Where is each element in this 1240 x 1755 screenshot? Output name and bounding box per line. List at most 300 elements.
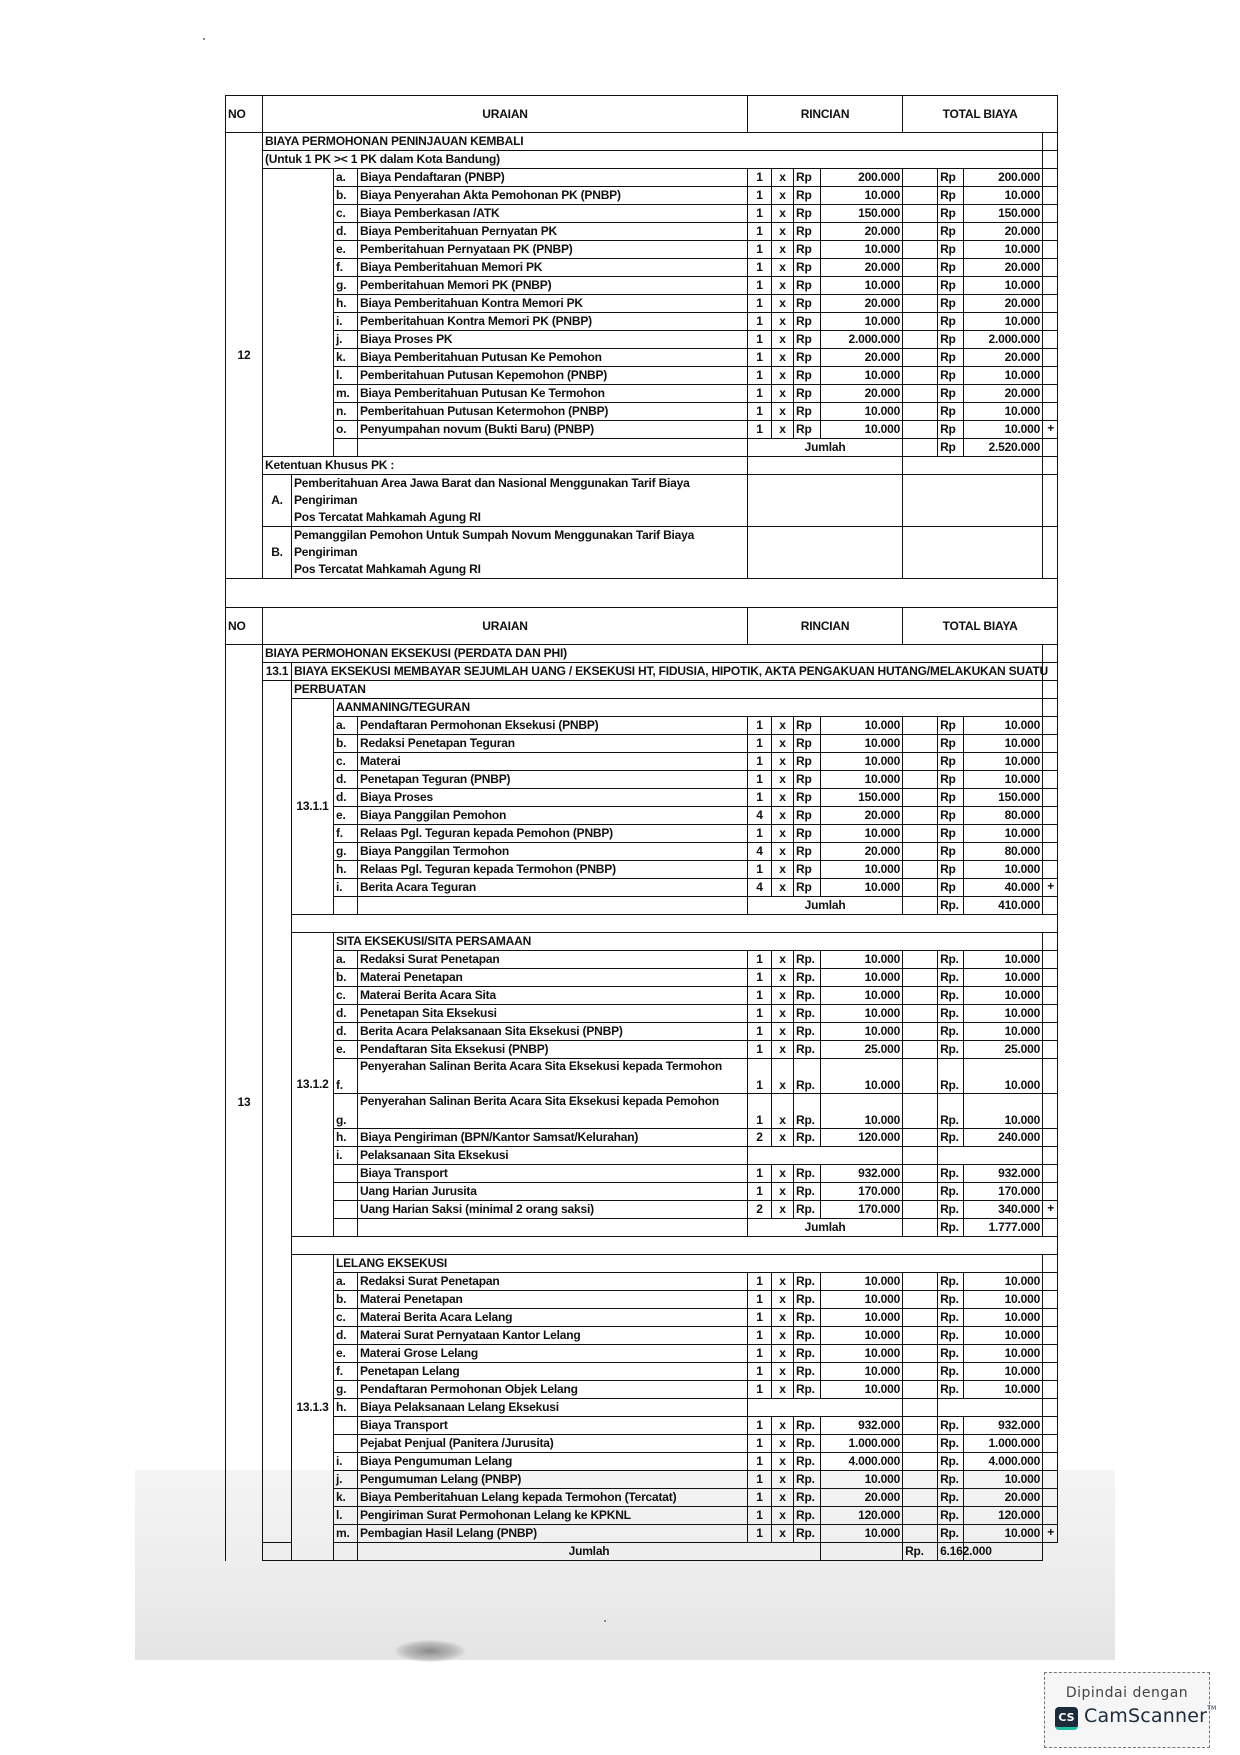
jumlah-currency: Rp. xyxy=(938,1219,964,1237)
total-amount: 170.000 xyxy=(964,1183,1043,1201)
gap-cell xyxy=(903,205,938,223)
jumlah-row xyxy=(226,1219,1058,1237)
edge-cell xyxy=(1043,1327,1058,1345)
total-currency: Rp. xyxy=(938,1471,964,1489)
gap-cell xyxy=(903,735,938,753)
currency: Rp xyxy=(794,807,821,825)
currency: Rp xyxy=(794,349,821,367)
table-row xyxy=(226,1489,1058,1507)
multiply-sign: x xyxy=(772,1023,794,1041)
group-number: 13.1.2 xyxy=(292,933,334,1237)
item-letter xyxy=(334,1165,358,1183)
qty: 1 xyxy=(748,825,772,843)
gap-cell xyxy=(903,1381,938,1399)
total-currency: Rp. xyxy=(938,1291,964,1309)
gap-cell xyxy=(903,187,938,205)
multiply-sign: x xyxy=(772,843,794,861)
table-row xyxy=(226,987,1058,1005)
section-title: BIAYA PERMOHONAN PENINJAUAN KEMBALI xyxy=(263,133,1043,151)
edge-cell xyxy=(1043,735,1058,753)
qty: 1 xyxy=(748,1363,772,1381)
jumlah-label: Jumlah xyxy=(748,1219,903,1237)
gap-cell xyxy=(903,807,938,825)
blank-cell xyxy=(358,897,748,915)
currency: Rp xyxy=(794,331,821,349)
item-description: Pelaksanaan Sita Eksekusi xyxy=(358,1147,748,1165)
multiply-sign: x xyxy=(772,735,794,753)
table-row xyxy=(226,421,1058,439)
ketentuan-line: Pos Tercatat Mahkamah Agung RI xyxy=(294,562,481,576)
qty: 1 xyxy=(748,1041,772,1059)
ketentuan-letter: A. xyxy=(263,475,292,527)
group-title: LELANG EKSEKUSI xyxy=(334,1255,1043,1273)
edge-cell xyxy=(1043,1363,1058,1381)
jumlah-total: 1.777.000 xyxy=(964,1219,1043,1237)
qty: 1 xyxy=(748,367,772,385)
item-letter: h. xyxy=(334,861,358,879)
qty: 1 xyxy=(748,1165,772,1183)
unit-amount: 20.000 xyxy=(821,385,903,403)
total-amount: 10.000 xyxy=(964,1471,1043,1489)
jumlah-currency: Rp xyxy=(938,439,964,457)
edge-cell xyxy=(1043,1041,1058,1059)
qty: 1 xyxy=(748,1273,772,1291)
edge-cell xyxy=(1043,259,1058,277)
qty: 1 xyxy=(748,421,772,439)
item-description: Uang Harian Saksi (minimal 2 orang saksi) xyxy=(358,1201,748,1219)
table-row xyxy=(226,1291,1058,1309)
total-currency: Rp. xyxy=(938,1435,964,1453)
multiply-sign: x xyxy=(772,1525,794,1543)
unit-amount: 10.000 xyxy=(821,861,903,879)
total-currency: Rp xyxy=(938,169,964,187)
table-row xyxy=(226,861,1058,879)
total-amount: 80.000 xyxy=(964,843,1043,861)
table-row xyxy=(226,1453,1058,1471)
gap-cell xyxy=(903,1309,938,1327)
item-description: Pemberitahuan Putusan Ketermohon (PNBP) xyxy=(358,403,748,421)
multiply-sign: x xyxy=(772,187,794,205)
unit-amount: 4.000.000 xyxy=(821,1453,903,1471)
total-amount: 10.000 xyxy=(964,825,1043,843)
total-currency: Rp xyxy=(938,313,964,331)
jumlah-row xyxy=(226,1543,1058,1561)
edge-cell xyxy=(1043,403,1058,421)
item-letter: e. xyxy=(334,1345,358,1363)
unit-amount: 10.000 xyxy=(821,825,903,843)
table-row xyxy=(226,205,1058,223)
unit-amount: 932.000 xyxy=(821,1165,903,1183)
edge-cell xyxy=(1043,771,1058,789)
table-row xyxy=(226,1525,1058,1543)
rincian-blank xyxy=(748,527,903,579)
total-currency: Rp. xyxy=(938,1183,964,1201)
gap-cell xyxy=(903,1129,938,1147)
unit-amount: 20.000 xyxy=(821,259,903,277)
unit-amount: 2.000.000 xyxy=(821,331,903,349)
unit-amount: 10.000 xyxy=(821,1381,903,1399)
scan-speck xyxy=(604,1620,606,1622)
item-letter: m. xyxy=(334,385,358,403)
total-currency: Rp xyxy=(938,717,964,735)
item-letter: f. xyxy=(334,825,358,843)
edge-cell xyxy=(1043,1273,1058,1291)
gap-cell xyxy=(903,717,938,735)
edge-cell xyxy=(1043,1129,1058,1147)
table-row xyxy=(226,1327,1058,1345)
qty: 1 xyxy=(748,1023,772,1041)
total-currency: Rp xyxy=(938,421,964,439)
gap-cell xyxy=(903,1507,938,1525)
item-description: Pengiriman Surat Permohonan Lelang ke KPKNL xyxy=(358,1507,748,1525)
jumlah-label: Jumlah xyxy=(748,897,903,915)
section-spacer xyxy=(226,579,1058,608)
ketentuan-title-row xyxy=(226,457,1058,475)
rincian-blank xyxy=(748,1147,903,1165)
item-letter: i. xyxy=(334,313,358,331)
currency: Rp xyxy=(794,753,821,771)
total-currency: Rp. xyxy=(938,969,964,987)
item-letter xyxy=(334,1183,358,1201)
multiply-sign: x xyxy=(772,1507,794,1525)
qty: 1 xyxy=(748,1005,772,1023)
total-currency: Rp. xyxy=(938,1094,964,1129)
total-currency: Rp xyxy=(938,403,964,421)
unit-amount: 20.000 xyxy=(821,843,903,861)
currency: Rp. xyxy=(794,1183,821,1201)
item-description: Penyerahan Salinan Berita Acara Sita Eksekusi kepada Pemohon xyxy=(358,1094,748,1129)
item-letter: c. xyxy=(334,1309,358,1327)
total-amount: 10.000 xyxy=(964,987,1043,1005)
qty: 1 xyxy=(748,1291,772,1309)
total-amount: 10.000 xyxy=(964,1273,1043,1291)
total-amount: 10.000 xyxy=(964,735,1043,753)
multiply-sign: x xyxy=(772,771,794,789)
edge-cell xyxy=(1043,349,1058,367)
qty: 1 xyxy=(748,205,772,223)
edge-cell xyxy=(1043,313,1058,331)
multiply-sign: x xyxy=(772,367,794,385)
total-amount: 10.000 xyxy=(964,1363,1043,1381)
gap-cell xyxy=(903,385,938,403)
total-currency: Rp. xyxy=(938,1363,964,1381)
gap-cell xyxy=(903,349,938,367)
currency: Rp. xyxy=(794,1363,821,1381)
currency: Rp. xyxy=(794,1417,821,1435)
gap-cell xyxy=(903,825,938,843)
unit-amount: 20.000 xyxy=(821,1489,903,1507)
edge-cell xyxy=(1043,1309,1058,1327)
multiply-sign: x xyxy=(772,1453,794,1471)
currency: Rp. xyxy=(794,1129,821,1147)
table-row xyxy=(226,331,1058,349)
gap-cell xyxy=(903,1435,938,1453)
gap-cell xyxy=(903,987,938,1005)
currency: Rp xyxy=(794,313,821,331)
qty: 1 xyxy=(748,169,772,187)
multiply-sign: x xyxy=(772,313,794,331)
total-amount: 10.000 + xyxy=(964,1525,1043,1543)
edge-cell xyxy=(1043,1219,1058,1237)
edge-cell xyxy=(1043,1435,1058,1453)
currency: Rp xyxy=(794,223,821,241)
item-letter: a. xyxy=(334,1273,358,1291)
item-description: Pejabat Penjual (Panitera /Jurusita) xyxy=(358,1435,748,1453)
item-description: Biaya Proses PK xyxy=(358,331,748,349)
multiply-sign: x xyxy=(772,1165,794,1183)
item-letter: e. xyxy=(334,1041,358,1059)
edge-cell xyxy=(1043,277,1058,295)
edge-cell xyxy=(1043,897,1058,915)
multiply-sign: x xyxy=(772,1327,794,1345)
edge-cell xyxy=(1043,1417,1058,1435)
total-currency: Rp. xyxy=(938,1489,964,1507)
edge-cell xyxy=(1043,825,1058,843)
item-letter: d. xyxy=(334,771,358,789)
total-currency: Rp. xyxy=(938,1041,964,1059)
edge-cell xyxy=(1043,527,1058,579)
total-currency: Rp xyxy=(938,789,964,807)
gap-cell xyxy=(903,1023,938,1041)
jumlah-currency: Rp. xyxy=(903,1543,938,1561)
header-uraian: URAIAN xyxy=(263,608,748,645)
edge-cell xyxy=(1043,205,1058,223)
item-description: Biaya Pemberkasan /ATK xyxy=(358,205,748,223)
qty: 1 xyxy=(748,1381,772,1399)
total-currency: Rp xyxy=(938,861,964,879)
multiply-sign: x xyxy=(772,349,794,367)
edge-cell xyxy=(1043,1345,1058,1363)
jumlah-total: 6.162.000 xyxy=(938,1543,964,1561)
total-amount: 10.000 xyxy=(964,1023,1043,1041)
total-amount: 20.000 xyxy=(964,1489,1043,1507)
item-letter: g. xyxy=(334,1381,358,1399)
currency: Rp. xyxy=(794,1273,821,1291)
item-letter: b. xyxy=(334,735,358,753)
qty: 1 xyxy=(748,295,772,313)
total-amount: 10.000 xyxy=(964,1059,1043,1094)
jumlah-row xyxy=(226,897,1058,915)
total-currency: Rp xyxy=(938,879,964,897)
edge-cell xyxy=(1043,1381,1058,1399)
currency: Rp xyxy=(794,169,821,187)
edge-cell xyxy=(1043,843,1058,861)
ketentuan-row xyxy=(226,527,1058,579)
table-header-row xyxy=(226,608,1058,645)
edge-cell xyxy=(1043,241,1058,259)
currency: Rp xyxy=(794,385,821,403)
multiply-sign: x xyxy=(772,717,794,735)
blank-cell xyxy=(334,897,358,915)
qty: 1 xyxy=(748,717,772,735)
unit-amount: 10.000 xyxy=(821,735,903,753)
item-description: Biaya Proses xyxy=(358,789,748,807)
unit-amount: 10.000 xyxy=(821,1471,903,1489)
table-row xyxy=(226,1399,1058,1417)
table-row xyxy=(226,753,1058,771)
unit-amount: 10.000 xyxy=(821,969,903,987)
item-description: Pemberitahuan Memori PK (PNBP) xyxy=(358,277,748,295)
multiply-sign: x xyxy=(772,1345,794,1363)
unit-amount: 10.000 xyxy=(821,403,903,421)
currency: Rp. xyxy=(794,1291,821,1309)
gap-cell xyxy=(903,1525,938,1543)
gap-cell xyxy=(903,1273,938,1291)
currency: Rp xyxy=(794,771,821,789)
item-description: Biaya Pengiriman (BPN/Kantor Samsat/Kelurahan) xyxy=(358,1129,748,1147)
unit-amount: 200.000 xyxy=(821,169,903,187)
table-row xyxy=(226,1507,1058,1525)
edge-cell xyxy=(1043,1059,1058,1094)
item-letter: l. xyxy=(334,1507,358,1525)
item-letter: h. xyxy=(334,295,358,313)
header-no: NO xyxy=(226,608,263,645)
item-letter: c. xyxy=(334,987,358,1005)
total-amount: 10.000 xyxy=(964,1291,1043,1309)
table-row xyxy=(226,735,1058,753)
total-currency: Rp. xyxy=(938,1059,964,1094)
total-amount: 10.000 xyxy=(964,313,1043,331)
jumlah-total: 2.520.000 xyxy=(964,439,1043,457)
total-amount: 10.000 xyxy=(964,1309,1043,1327)
section-number: 12 xyxy=(226,133,263,579)
currency: Rp. xyxy=(794,987,821,1005)
item-description: Berita Acara Pelaksanaan Sita Eksekusi (PNBP) xyxy=(358,1023,748,1041)
currency: Rp. xyxy=(794,1059,821,1094)
item-description: Materai Penetapan xyxy=(358,969,748,987)
item-letter: d. xyxy=(334,1327,358,1345)
scan-smudge xyxy=(395,1640,465,1662)
jumlah-label: Jumlah xyxy=(748,439,903,457)
total-currency: Rp. xyxy=(938,1201,964,1219)
edge-cell xyxy=(1043,133,1058,151)
table-row xyxy=(226,349,1058,367)
currency: Rp xyxy=(794,403,821,421)
qty: 1 xyxy=(748,403,772,421)
item-description: Penyumpahan novum (Bukti Baru) (PNBP) xyxy=(358,421,748,439)
multiply-sign: x xyxy=(772,987,794,1005)
table-row xyxy=(226,789,1058,807)
multiply-sign: x xyxy=(772,277,794,295)
total-blank xyxy=(938,1147,1043,1165)
item-description: Redaksi Surat Penetapan xyxy=(358,951,748,969)
total-currency: Rp. xyxy=(938,1005,964,1023)
total-currency: Rp. xyxy=(938,1129,964,1147)
total-currency: Rp. xyxy=(938,1165,964,1183)
total-currency: Rp xyxy=(938,843,964,861)
total-currency: Rp. xyxy=(938,951,964,969)
table-row xyxy=(226,1273,1058,1291)
section-subtitle: (Untuk 1 PK >< 1 PK dalam Kota Bandung) xyxy=(263,151,1043,169)
table-row xyxy=(226,1435,1058,1453)
multiply-sign: x xyxy=(772,1381,794,1399)
total-amount: 10.000 xyxy=(964,861,1043,879)
gap-cell xyxy=(903,295,938,313)
gap-cell xyxy=(903,169,938,187)
item-letter: d. xyxy=(334,789,358,807)
item-description: Materai Berita Acara Lelang xyxy=(358,1309,748,1327)
qty: 1 xyxy=(748,331,772,349)
table-row xyxy=(226,717,1058,735)
multiply-sign: x xyxy=(772,1417,794,1435)
edge-cell xyxy=(1043,439,1058,457)
multiply-sign: x xyxy=(772,1094,794,1129)
blank-cell xyxy=(358,439,748,457)
gap-cell xyxy=(903,313,938,331)
item-letter: c. xyxy=(334,205,358,223)
unit-amount: 1.000.000 xyxy=(821,1435,903,1453)
unit-amount: 170.000 xyxy=(821,1201,903,1219)
item-description: Relaas Pgl. Teguran kepada Termohon (PNBP) xyxy=(358,861,748,879)
ketentuan-letter: B. xyxy=(263,527,292,579)
item-letter xyxy=(334,1417,358,1435)
table-row xyxy=(226,1023,1058,1041)
total-amount: 10.000 xyxy=(964,277,1043,295)
table-row xyxy=(226,1005,1058,1023)
item-description: Berita Acara Teguran xyxy=(358,879,748,897)
gap-cell xyxy=(903,1147,938,1165)
item-letter: g. xyxy=(334,1094,358,1129)
multiply-sign: x xyxy=(772,807,794,825)
total-amount: 10.000 xyxy=(964,717,1043,735)
table-row xyxy=(226,951,1058,969)
item-description: Biaya Pendaftaran (PNBP) xyxy=(358,169,748,187)
camscanner-watermark xyxy=(1044,1672,1217,1748)
gap-cell xyxy=(903,789,938,807)
item-letter: i. xyxy=(334,879,358,897)
gap-cell xyxy=(903,1453,938,1471)
total-currency: Rp xyxy=(938,223,964,241)
header-uraian: URAIAN xyxy=(263,96,748,133)
total-amount: 2.000.000 xyxy=(964,331,1043,349)
currency: Rp xyxy=(794,277,821,295)
currency: Rp. xyxy=(794,1507,821,1525)
total-currency: Rp xyxy=(938,367,964,385)
edge-cell xyxy=(1043,1183,1058,1201)
edge-cell xyxy=(1043,331,1058,349)
qty: 1 xyxy=(748,1435,772,1453)
multiply-sign: x xyxy=(772,825,794,843)
table-row xyxy=(226,1345,1058,1363)
total-amount: 340.000 + xyxy=(964,1201,1043,1219)
edge-cell xyxy=(1043,1489,1058,1507)
gap-cell xyxy=(903,1005,938,1023)
scan-speck xyxy=(203,38,205,40)
subsection-number: 13.1 xyxy=(263,663,292,681)
gap-cell xyxy=(821,1543,903,1561)
item-letter: f. xyxy=(334,1363,358,1381)
header-no: NO xyxy=(226,96,263,133)
unit-amount: 25.000 xyxy=(821,1041,903,1059)
item-description: Pendaftaran Sita Eksekusi (PNBP) xyxy=(358,1041,748,1059)
ketentuan-text xyxy=(292,527,748,579)
qty: 4 xyxy=(748,843,772,861)
currency: Rp. xyxy=(794,1525,821,1543)
table-row xyxy=(226,1381,1058,1399)
currency: Rp xyxy=(794,843,821,861)
gap-cell xyxy=(903,1041,938,1059)
item-letter: a. xyxy=(334,169,358,187)
table-row xyxy=(226,843,1058,861)
table-row xyxy=(226,1201,1058,1219)
table-row xyxy=(226,825,1058,843)
table-row xyxy=(226,313,1058,331)
currency: Rp xyxy=(794,205,821,223)
currency: Rp. xyxy=(794,1005,821,1023)
item-description: Biaya Panggilan Pemohon xyxy=(358,807,748,825)
multiply-sign: x xyxy=(772,1201,794,1219)
multiply-sign: x xyxy=(772,879,794,897)
